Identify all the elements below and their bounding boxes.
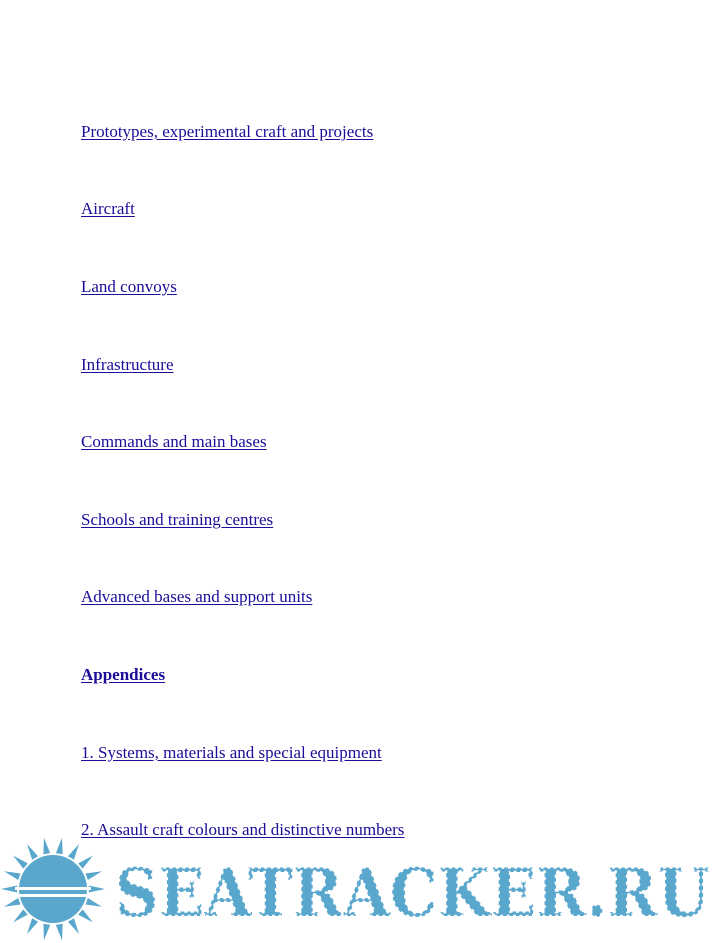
toc-link-advanced-bases[interactable]: Advanced bases and support units [81, 587, 313, 606]
sun-icon [1, 838, 105, 940]
toc-link-commands-main-bases[interactable]: Commands and main bases [81, 432, 267, 451]
sun-ray [43, 838, 50, 855]
sun-ray [78, 856, 93, 869]
toc-link-appendices[interactable]: Appendices [81, 665, 166, 684]
toc-link-schools-training[interactable]: Schools and training centres [81, 510, 274, 529]
toc-link-infrastructure[interactable]: Infrastructure [81, 355, 174, 374]
sun-ray [56, 924, 63, 941]
sun-ray [27, 918, 38, 934]
watermark [0, 836, 722, 943]
sun-ray [4, 898, 20, 907]
sun-ray [13, 856, 28, 869]
sun-ray [68, 918, 79, 934]
toc-link-land-convoys[interactable]: Land convoys [81, 277, 177, 296]
sun-ray [56, 838, 63, 855]
toc-link-prototypes[interactable]: Prototypes, experimental craft and projects [81, 122, 374, 141]
sun-ray [27, 844, 38, 860]
sun-ray [4, 871, 20, 880]
sun-ray [1, 886, 17, 893]
sun-ray [89, 886, 105, 893]
toc-link-systems-materials[interactable]: 1. Systems, materials and special equipment [81, 743, 382, 762]
sun-ray [85, 871, 101, 880]
sun-ray [43, 924, 50, 941]
sun-ray [68, 844, 79, 860]
toc-link-assault-craft-colours[interactable]: 2. Assault craft colours and distinctive numbers [81, 820, 405, 839]
sun-ray [78, 909, 93, 922]
watermark-text: SEATRACKER.RU [115, 854, 710, 932]
toc-link-aircraft[interactable]: Aircraft [81, 199, 135, 218]
sun-ray [85, 898, 101, 907]
sun-ray [13, 909, 28, 922]
